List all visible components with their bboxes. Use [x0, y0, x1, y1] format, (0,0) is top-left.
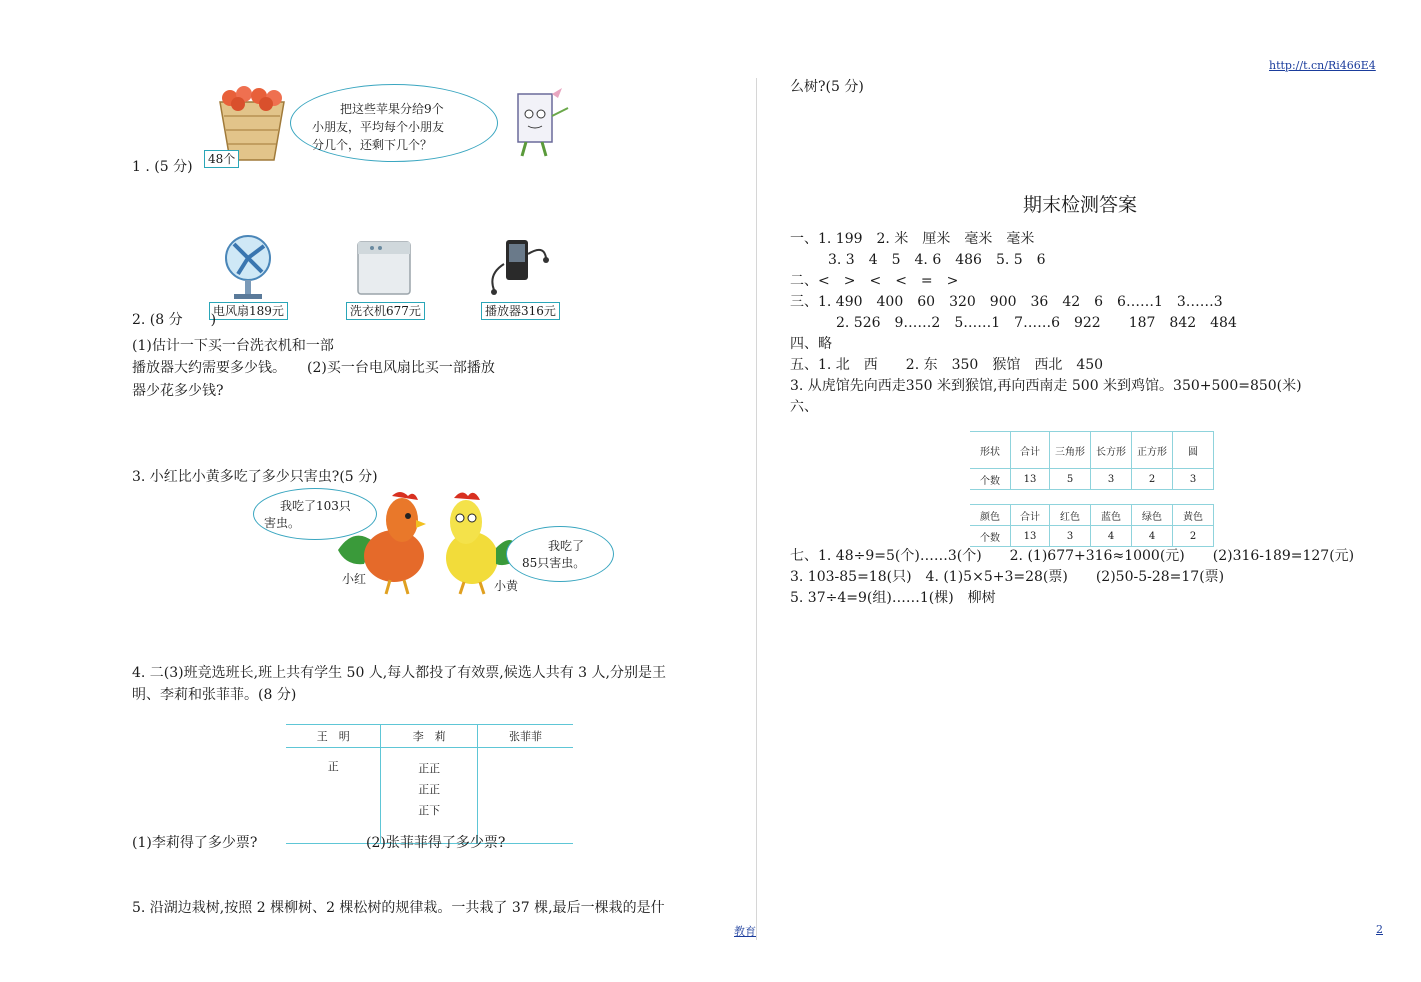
vote-table: [286, 724, 573, 844]
footer-link[interactable]: 教育: [734, 925, 756, 938]
q4-sub1: (1)李莉得了多少票?: [132, 835, 258, 851]
q2-label: 2. (8 分 ): [132, 312, 217, 328]
player-price-tag: 播放器316元: [481, 302, 560, 320]
color-header: 合计: [1011, 505, 1050, 526]
answer-2: 二、< > < < = >: [790, 273, 959, 289]
color-header: 颜色: [970, 505, 1011, 526]
red-speech-text: 我吃了103只 害虫。: [264, 499, 351, 530]
answer-1b: 3. 3 4 5 4. 6 486 5. 5 6: [828, 252, 1046, 268]
vote-header-li: 李 莉: [381, 725, 477, 748]
q2-line2: 播放器大约需要多少钱。 (2)买一台电风扇比买一部播放: [132, 360, 495, 376]
music-player-image: [484, 234, 556, 300]
washer-price-tag: 洗衣机677元: [346, 302, 425, 320]
shape-cell: 3: [1173, 469, 1214, 490]
washing-machine-image: [352, 234, 416, 298]
color-cell: 4: [1132, 526, 1173, 547]
q5-line1: 5. 沿湖边栽树,按照 2 棵柳树、2 棵松树的规律栽。一共栽了 37 棵,最后一棵栽的是什: [132, 900, 665, 916]
color-table: [970, 504, 1214, 547]
basket-count-tag: 48个: [204, 150, 239, 168]
red-name: 小红: [342, 572, 367, 586]
color-header: 绿色: [1132, 505, 1173, 526]
answer-7b: 3. 103-85=18(只) 4. (1)5×5+3=28(票) (2)50-5-28=17(票): [790, 569, 1225, 585]
shape-header: 形状: [970, 432, 1011, 469]
answer-7: 七、1. 48÷9=5(个)……3(个) 2. (1)677+316≈1000(元) (2)316-189=127(元): [790, 548, 1355, 564]
q4-line1: 4. 二(3)班竞选班长,班上共有学生 50 人,每人都投了有效票,候选人共有 3 人,分别是王: [132, 665, 666, 681]
answer-title: 期末检测答案: [1023, 194, 1138, 216]
vote-cell-wang: 正: [286, 748, 381, 844]
shape-header: 圆: [1173, 432, 1214, 469]
answer-1: 一、1. 199 2. 米 厘米 毫米 毫米: [790, 231, 1035, 247]
vote-cell-zhang: [477, 748, 573, 844]
shape-header: 合计: [1011, 432, 1050, 469]
shape-cell: 个数: [970, 469, 1011, 490]
color-cell: 4: [1091, 526, 1132, 547]
answer-5b: 3. 从虎馆先向西走350 米到猴馆,再向西南走 500 米到鸡馆。350+500=850(米): [790, 378, 1302, 394]
q2-line3: 器少花多少钱?: [132, 383, 224, 399]
color-cell: 个数: [970, 526, 1011, 547]
q3-label: 3. 小红比小黄多吃了多少只害虫?(5 分): [132, 469, 378, 485]
shape-table: [970, 431, 1214, 490]
vote-cell-li: 正正 正正 正下: [381, 748, 477, 844]
yellow-name: 小黄: [494, 579, 519, 593]
answer-6: 六、: [790, 399, 818, 415]
q4-sub2: (2)张菲菲得了多少票?: [366, 835, 506, 851]
q4-line2: 明、李莉和张菲菲。(8 分): [132, 687, 297, 703]
answer-7c: 5. 37÷4=9(组)……1(棵) 柳树: [790, 590, 996, 606]
shape-header: 三角形: [1050, 432, 1091, 469]
q1-label: 1 . (5 分): [132, 159, 193, 175]
shape-header: 长方形: [1091, 432, 1132, 469]
color-header: 红色: [1050, 505, 1091, 526]
answer-3b: 2. 526 9……2 5……1 7……6 922 187 842 484: [836, 315, 1237, 331]
shape-header: 正方形: [1132, 432, 1173, 469]
color-cell: 13: [1011, 526, 1050, 547]
page-number[interactable]: 2: [1376, 923, 1383, 936]
fan-image: [222, 232, 274, 302]
color-cell: 2: [1173, 526, 1214, 547]
color-cell: 3: [1050, 526, 1091, 547]
answer-5: 五、1. 北 西 2. 东 350 猴馆 西北 450: [790, 357, 1104, 373]
color-header: 蓝色: [1091, 505, 1132, 526]
shape-cell: 2: [1132, 469, 1173, 490]
yellow-speech-text: 我吃了 85只害虫。: [522, 539, 586, 570]
q5-continuation: 么树?(5 分): [790, 79, 864, 95]
q2-line1: (1)估计一下买一台洗衣机和一部: [132, 338, 334, 354]
vote-header-zhang: 张菲菲: [477, 725, 573, 748]
shape-cell: 13: [1011, 469, 1050, 490]
answer-3: 三、1. 490 400 60 320 900 36 42 6 6……1 3……3: [790, 294, 1223, 310]
shape-cell: 5: [1050, 469, 1091, 490]
fan-price-tag: 电风扇189元: [209, 302, 288, 320]
answer-4: 四、略: [790, 336, 832, 352]
column-divider: [756, 78, 757, 940]
book-character-image: [506, 86, 576, 162]
color-header: 黄色: [1173, 505, 1214, 526]
vote-header-wang: 王 明: [286, 725, 381, 748]
speech-text: 把这些苹果分给9个 小朋友，平均每个小朋友 分几个，还剩下几个？: [312, 102, 445, 152]
shape-cell: 3: [1091, 469, 1132, 490]
header-link[interactable]: http://t.cn/Ri466E4: [1269, 59, 1376, 72]
